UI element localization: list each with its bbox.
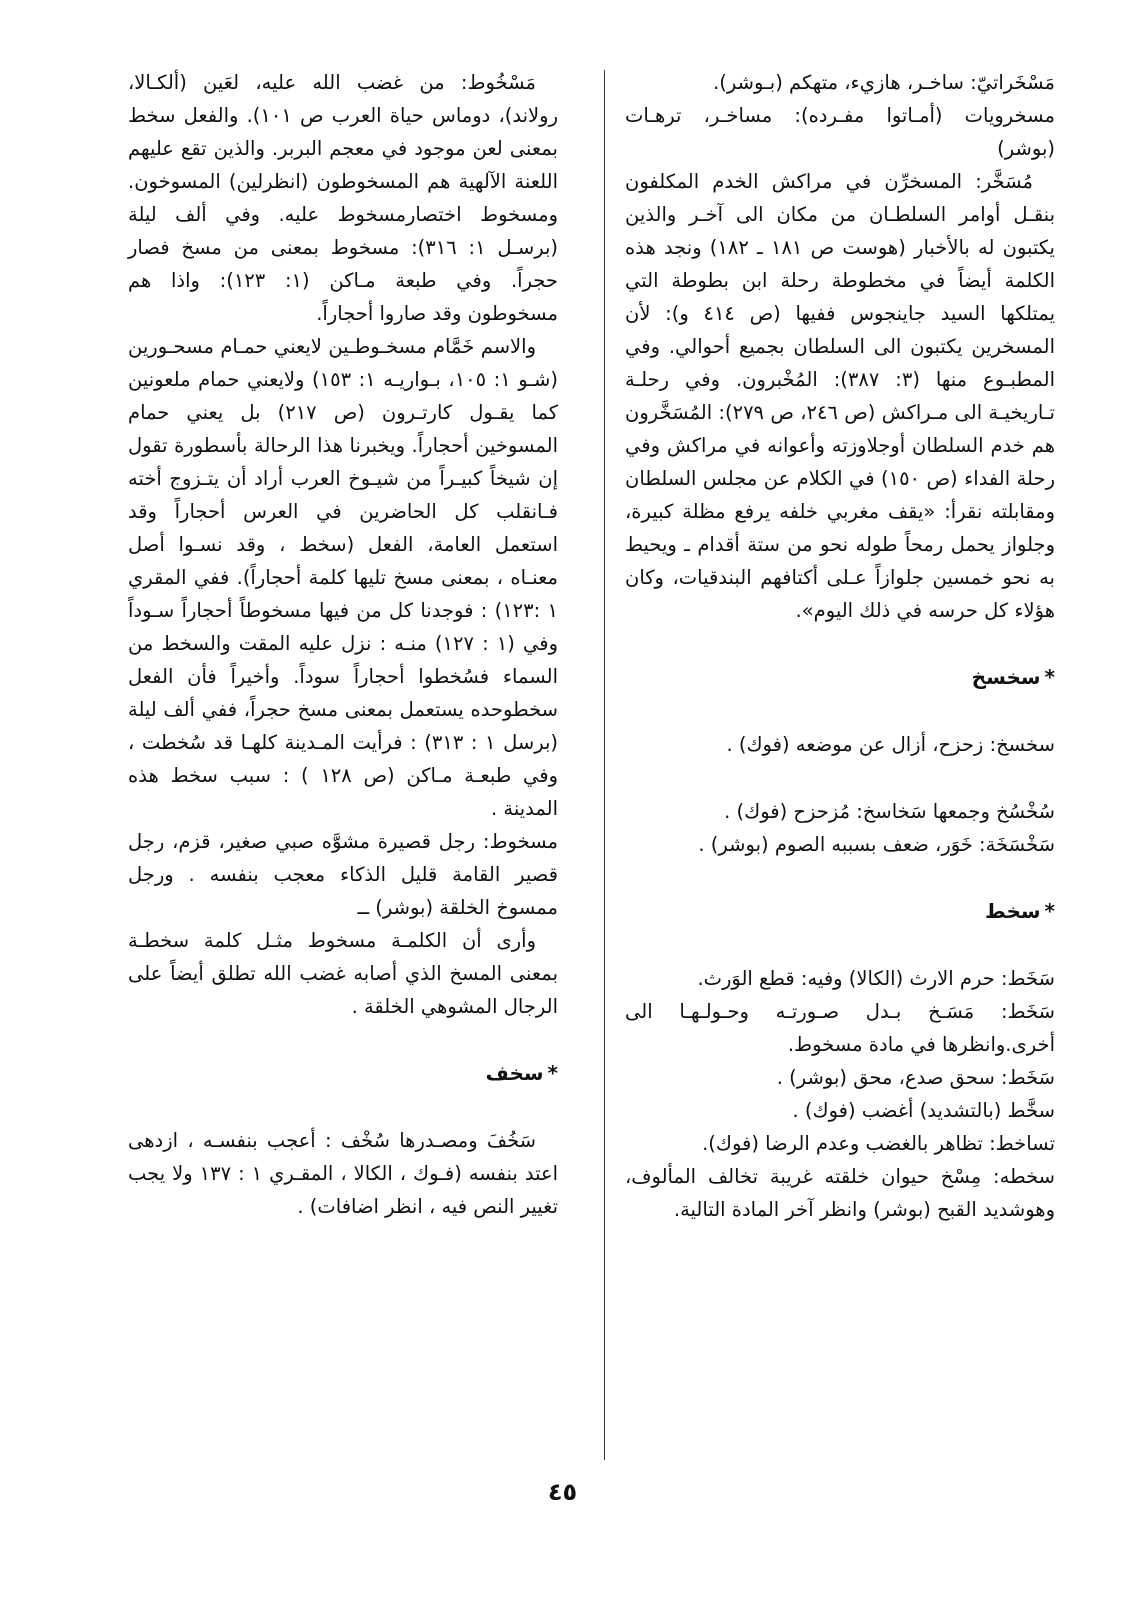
entry-sakhat-1: سَخَط: حرم الارث (الكالا) وفيه: قطع الوَرث. [697,967,1055,990]
left-column [128,66,558,1223]
entry-sakhat-2: سَخَط: مَسَـخ بـدل صـورتـه وحـولـهـا الى أخرى.وانظرها في مادة مسخوط. [625,1000,1055,1056]
heading-text: سخط [985,899,1041,923]
entry-musakhkhar: مُسَخَّر: المسخرِّن في مراكش الخدم المكلفون بنقـل أوامر السلطـان من مكان الى آخـر والذين يكتبون له بالأخبار (هوست ص ١٨١ ـ ١٨٢) ونجد هذه الكلمة أيضاً في مخطوطة رحلة ابن بطوطة التي يمتلكها السيد جاينجوس ففيها (ص ٤١٤ و): لأن المسخرين يكتبون الى السلطان بجميع أحوالي. وفي المطبـوع منها (٣: ٣٨٧): المُخْبرون. وفي رحلـة تـاريخيـة الى مـراكش (ص ٢٤٦، ص ٢٧٩): المُسَخَّرون هم خدم السلطان أوجلاوزته وأعوانه في مراكش وفي رحلة الفداء (ص ١٥٠) في الكلام عن مجلس السلطان ومقابلته نقرأ: «يقف مغربي خلفه يرفع مظلة كبيرة، وجلواز يحمل رمحاً طوله نحو من ستة أقدام ـ ويحيط به نحو خمسين جلوازاً عـلى أكتافهم البندقيات، وكان هؤلاء كل حرسه في ذلك اليوم». [625,170,1056,622]
entry-maskhut-note: وأرى أن الكلمـة مسخوط مثـل كلمة سخطـة بمعنى المسخ الذي أصابه غضب الله تطلق أيضاً على الرجال المشوهي الخلقة . [128,929,558,1018]
entry-maskhut-short-man: مسخوط: رجل قصيرة مشوَّه صبي صغير، قزم، رجل قصير القامة قليل الذكاء معجب بنفسه . ورجل ممسوخ الخلقة (بوشر) ــ [128,830,558,919]
section-heading-sakhaf [128,1057,558,1090]
entry-maskharawiyat: مسخرويات (أمـاتوا مفـرده): مساخـر، ترهـات (بوشر) [625,104,1055,160]
section-heading-sakhsakh [625,661,1055,694]
heading-text: سخسخ [971,665,1041,689]
right-column [625,66,1055,1226]
page-number: ٤٥ [547,1478,578,1506]
heading-star-marker: * [547,1061,558,1085]
heading-star-marker: * [1044,899,1055,923]
entry-tasakhat: تساخط: تظاهر بالغضب وعدم الرضا (فوك). [702,1132,1055,1155]
column-divider [604,70,605,1460]
heading-star-marker: * [1044,665,1055,689]
entry-maskharati: مَسْخَراتيّ: ساخـر، هازيء، متهكم (بـوشر). [713,71,1055,94]
heading-text: سخف [485,1061,544,1085]
entry-sakhufa: سَخُفَ ومصـدرها سُخْف : أعجب بنفسـه ، ازدهى اعتد بنفسه (فـوك ، الكالا ، المقـري ١ : ١٣٧ ولا يجب تغيير النص فيه ، انظر اضافات) . [128,1129,558,1218]
entry-sakhkhat: سخَّط (بالتشديد) أغضب (فوك) . [792,1099,1055,1122]
entry-sakhat-3: سَخَط: سحق صدع، محق (بوشر) . [776,1066,1055,1089]
section-heading-sakhat [625,895,1055,928]
entry-hammam-maskhutin: والاسم خَمَّام مسخـوطـين لايعني حمـام مسحـورين (شـو ١: ١٠٥، بـواريـه ١: ١٥٣) ولايعني حمام ملعونين كما يقـول كارتـرون (ص ٢١٧) بل يعني حمام المسوخين أحجاراً. ويخبرنا هذا الرحالة بأسطورة تقول إن شيخاً كبيـراً من شيـوخ العرب أراد أن يتـزوج أخته فـانقلب كل الحاضرين في العرس أحجاراً وقد استعمل العامة، الفعل (سخط ، وقد نسـوا أصل معنـاه ، بمعنى مسخ تليها كلمة أحجاراً). ففي المقري ١ :١٢٣) : فوجدنا كل من فيها مسخوطاً أحجاراً سـوداً وفي (١ : ١٢٧) منـه : نزل عليه المقت والسخط من السماء فسُخطوا أحجاراً سوداً. وأخيراً فأن الفعل سخطوحده يستعمل بمعنى مسخ حجراً، ففي ألف ليلة (برسل ١ : ٣١٣) : فرأيت المـدينة كلهـا قد سُخطت ، وفي طبعـة مـاكن (ص ١٢٨ ) : سبب سخط هذه المدينة . [128,335,559,820]
entry-sukhsukh: سُخْسُخ وجمعها سَخاسخ: مُزحزح (فوك) . [724,800,1055,823]
entry-maskhut: مَسْخُوط: من غضب الله عليه، لعَين (ألكـالا، رولاند)، دوماس حياة العرب ص ١٠١). والفعل سخط بمعنى لعن موجود في معجم البربر. والذين تقع عليهم اللعنة الآلهية هم المسخوطون (انظرلين) المسوخون. ومسخوط اختصارمسخوط عليه. وفي ألف ليلة (برسـل ١: ٣١٦): مسخوط بمعنى من مسخ فصار حجراً. وفي طبعة مـاكن (١: ١٢٣): واذا هم مسخوطون وقد صاروا أحجاراً. [128,71,558,325]
entry-sakhsakh: سخسخ: زحزح، أزال عن موضعه (فوك) . [726,733,1055,756]
entry-sakhsakha: سَخْسَخَة: خَوَر، ضعف بسببه الصوم (بوشر) . [698,833,1055,856]
entry-sakhta: سخطه: مِسْخ حيوان خلقته غريبة تخالف المألوف، وهوشديد القبح (بوشر) وانظر آخر المادة التالية. [625,1165,1055,1221]
